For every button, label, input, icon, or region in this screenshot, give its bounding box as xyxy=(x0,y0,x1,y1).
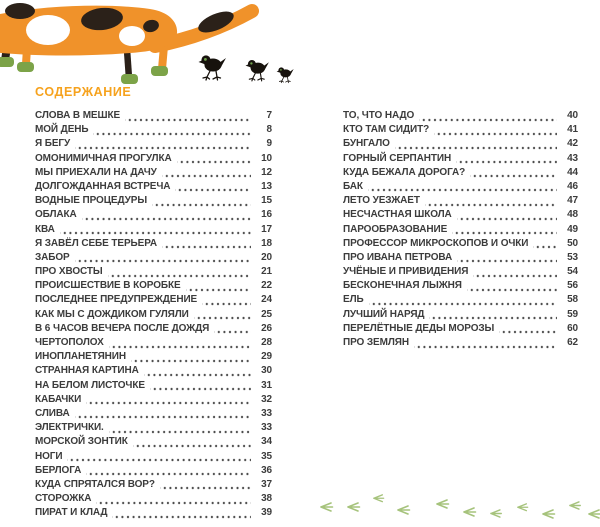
toc-entry-page: 8 xyxy=(266,124,272,136)
bird-footprint-icon xyxy=(589,510,600,518)
toc-entry-title: УЧЁНЫЕ И ПРИВИДЕНИЯ xyxy=(343,266,469,278)
dot-leader xyxy=(533,237,557,251)
toc-entry-page: 59 xyxy=(567,308,578,320)
dot-leader xyxy=(429,308,557,322)
toc-entry-page: 31 xyxy=(261,379,272,391)
toc-entry xyxy=(343,293,578,307)
toc-entry-page: 58 xyxy=(567,294,578,306)
toc-entry-page: 39 xyxy=(261,507,272,519)
toc-entry xyxy=(35,379,272,393)
toc-entry xyxy=(343,237,578,251)
dot-leader xyxy=(75,251,251,265)
toc-entry-title: ПРО ИВАНА ПЕТРОВА xyxy=(343,251,453,263)
toc-entry-page: 32 xyxy=(261,393,272,405)
dot-leader xyxy=(434,123,557,137)
bird-icon xyxy=(199,55,227,80)
toc-entry-page: 56 xyxy=(567,280,578,292)
toc-entry xyxy=(343,265,578,279)
dot-leader xyxy=(109,336,251,350)
toc-entry-page: 7 xyxy=(266,110,272,121)
toc-entry-title: ЭЛЕКТРИЧКИ. xyxy=(35,422,104,434)
toc-entry-page: 53 xyxy=(567,251,578,263)
toc-entry-page: 41 xyxy=(567,124,578,136)
toc-entry-title: ОБЛАКА xyxy=(35,209,77,221)
dot-leader xyxy=(186,279,251,293)
cat-leg-dark-hind xyxy=(127,50,129,78)
dot-leader xyxy=(96,492,251,506)
toc-entry-page: 9 xyxy=(266,138,272,150)
toc-entry-page: 15 xyxy=(261,195,272,207)
toc-entry-title: ПРО ХВОСТЫ xyxy=(35,266,103,278)
dot-leader xyxy=(194,308,251,322)
toc-entry-page: 18 xyxy=(261,237,272,249)
toc-entry xyxy=(35,293,272,307)
toc-entry-title: КАК МЫ С ДОЖДИКОМ ГУЛЯЛИ xyxy=(35,308,189,320)
dot-leader xyxy=(467,279,557,293)
toc-entry-page: 44 xyxy=(567,166,578,178)
cat-illustration xyxy=(0,0,300,92)
toc-entry-title: КВА xyxy=(35,223,55,235)
toc-entry xyxy=(35,364,272,378)
bird-icon xyxy=(277,67,294,82)
bird-footprint-icon xyxy=(570,502,580,509)
toc-entry-page: 43 xyxy=(567,152,578,164)
dot-leader xyxy=(93,123,251,137)
toc-entry xyxy=(35,279,272,293)
toc-entry-page: 21 xyxy=(261,266,272,278)
toc-entry xyxy=(35,109,272,123)
toc-entry xyxy=(35,223,272,237)
toc-entry xyxy=(35,322,272,336)
toc-entry xyxy=(343,251,578,265)
bird-footprint-icon xyxy=(437,500,449,508)
toc-entry-page: 50 xyxy=(567,237,578,249)
bird-footprints-trail xyxy=(310,482,600,527)
toc-entry xyxy=(343,194,578,208)
toc-entry-title: СТОРОЖКА xyxy=(35,493,92,505)
dot-leader xyxy=(473,265,557,279)
toc-entry-title: ПЕРЕЛЁТНЫЕ ДЕДЫ МОРОЗЫ xyxy=(343,322,495,334)
toc-entry-title: МОРСКОЙ ЗОНТИК xyxy=(35,436,128,448)
toc-entry-page: 54 xyxy=(567,266,578,278)
toc-entry xyxy=(343,336,578,350)
toc-entry-title: КУДА СПРЯТАЛСЯ ВОР? xyxy=(35,478,155,490)
toc-entry xyxy=(35,208,272,222)
toc-entry-title: ТО, ЧТО НАДО xyxy=(343,110,415,121)
toc-entry-page: 33 xyxy=(261,422,272,434)
dot-leader xyxy=(67,450,251,464)
dot-leader xyxy=(60,223,251,237)
toc-entry-page: 42 xyxy=(567,138,578,150)
dot-leader xyxy=(162,166,251,180)
toc-entry-page: 49 xyxy=(567,223,578,235)
toc-entry-title: СЛИВА xyxy=(35,407,70,419)
toc-entry-title: НЕСЧАСТНАЯ ШКОЛА xyxy=(343,209,452,221)
toc-entry-page: 25 xyxy=(261,308,272,320)
dot-leader xyxy=(368,180,557,194)
toc-entry-page: 40 xyxy=(567,110,578,121)
dot-leader xyxy=(125,109,251,123)
toc-entry xyxy=(35,350,272,364)
dot-leader xyxy=(162,237,251,251)
toc-entry xyxy=(35,421,272,435)
toc-entry-title: БАК xyxy=(343,180,363,192)
dot-leader xyxy=(414,336,557,350)
toc-entry xyxy=(35,180,272,194)
toc-entry-title: ВОДНЫЕ ПРОЦЕДУРЫ xyxy=(35,195,148,207)
bird-footprint-icon xyxy=(464,508,476,516)
toc-entry xyxy=(35,478,272,492)
toc-entry-page: 46 xyxy=(567,180,578,192)
toc-entry-page: 38 xyxy=(261,493,272,505)
toc-column-left xyxy=(35,109,272,520)
toc-entry-title: ПРОИСШЕСТВИЕ В КОРОБКЕ xyxy=(35,280,181,292)
contents-heading: СОДЕРЖАНИЕ xyxy=(35,85,132,99)
toc-entry-title: ИНОПЛАНЕТЯНИН xyxy=(35,351,126,363)
dot-leader xyxy=(160,478,251,492)
dot-leader xyxy=(152,194,251,208)
toc-entry-title: ПРО ЗЕМЛЯН xyxy=(343,337,409,348)
toc-entry-page: 16 xyxy=(261,209,272,221)
toc-entry xyxy=(35,265,272,279)
dot-leader xyxy=(369,293,557,307)
dot-leader xyxy=(86,393,251,407)
toc-entry-title: МЫ ПРИЕХАЛИ НА ДАЧУ xyxy=(35,166,157,178)
toc-entry-page: 20 xyxy=(261,251,272,263)
toc-column-right xyxy=(343,109,578,350)
toc-entry-page: 48 xyxy=(567,209,578,221)
bird-footprint-icon xyxy=(491,510,501,517)
bird-footprint-icon xyxy=(518,504,528,511)
toc-entry xyxy=(35,435,272,449)
toc-entry-page: 60 xyxy=(567,322,578,334)
toc-entry-title: ЕЛЬ xyxy=(343,294,364,306)
toc-entry-title: СЛОВА В МЕШКЕ xyxy=(35,110,121,121)
toc-entry-title: КТО ТАМ СИДИТ? xyxy=(343,124,430,136)
toc-entry-page: 30 xyxy=(261,365,272,377)
toc-entry-title: ЛУЧШИЙ НАРЯД xyxy=(343,308,425,320)
toc-entry xyxy=(343,308,578,322)
toc-entry-page: 47 xyxy=(567,195,578,207)
toc-entry xyxy=(35,336,272,350)
toc-entry-page: 33 xyxy=(261,407,272,419)
bird-footprint-icon xyxy=(543,510,555,518)
toc-entry xyxy=(343,208,578,222)
toc-entry-page: 17 xyxy=(261,223,272,235)
toc-entry-page: 28 xyxy=(261,337,272,348)
bird-footprint-icon xyxy=(374,495,384,502)
toc-entry-page: 12 xyxy=(261,166,272,178)
dot-leader xyxy=(131,350,251,364)
toc-entry xyxy=(35,123,272,137)
toc-entry-title: ДОЛГОЖДАННАЯ ВСТРЕЧА xyxy=(35,180,171,192)
dot-leader xyxy=(109,421,251,435)
toc-entry-page: 29 xyxy=(261,351,272,363)
toc-entry xyxy=(343,109,578,123)
dot-leader xyxy=(425,194,557,208)
toc-entry-title: БУНГАЛО xyxy=(343,138,390,150)
dot-leader xyxy=(86,464,251,478)
toc-entry xyxy=(35,194,272,208)
toc-entry-title: ПАРООБРАЗОВАНИЕ xyxy=(343,223,448,235)
toc-entry xyxy=(343,152,578,166)
toc-entry xyxy=(35,237,272,251)
toc-entry-title: ГОРНЫЙ СЕРПАНТИН xyxy=(343,152,452,164)
toc-entry-page: 34 xyxy=(261,436,272,448)
dot-leader xyxy=(456,152,557,166)
toc-entry-title: ЗАБОР xyxy=(35,251,70,263)
toc-entry-page: 26 xyxy=(261,322,272,334)
dot-leader xyxy=(419,109,557,123)
toc-entry xyxy=(35,251,272,265)
toc-entry xyxy=(35,393,272,407)
dot-leader xyxy=(75,137,251,151)
dot-leader xyxy=(395,137,557,151)
toc-entry xyxy=(35,166,272,180)
toc-entry xyxy=(35,464,272,478)
toc-entry-page: 62 xyxy=(567,337,578,348)
dot-leader xyxy=(112,506,251,520)
toc-entry-page: 22 xyxy=(261,280,272,292)
toc-entry-title: БЕСКОНЕЧНАЯ ЛЫЖНЯ xyxy=(343,280,462,292)
toc-entry-title: ЛЕТО УЕЗЖАЕТ xyxy=(343,195,420,207)
toc-entry-page: 37 xyxy=(261,478,272,490)
toc-entry xyxy=(35,152,272,166)
bird-icon xyxy=(246,60,269,81)
toc-entry-title: СТРАННАЯ КАРТИНА xyxy=(35,365,139,377)
toc-entry xyxy=(35,506,272,520)
toc-entry-title: ЧЕРТОПОЛОХ xyxy=(35,337,104,348)
bird-footprint-icon xyxy=(398,506,410,514)
dot-leader xyxy=(133,435,251,449)
toc-entry-title: НА БЕЛОМ ЛИСТОЧКЕ xyxy=(35,379,145,391)
bird-footprint-icon xyxy=(321,503,333,511)
dot-leader xyxy=(82,208,251,222)
toc-entry-title: В 6 ЧАСОВ ВЕЧЕРА ПОСЛЕ ДОЖДЯ xyxy=(35,322,210,334)
toc-entry xyxy=(343,322,578,336)
toc-entry-title: НОГИ xyxy=(35,450,63,462)
dot-leader xyxy=(175,180,251,194)
toc-entry-page: 24 xyxy=(261,294,272,306)
dot-leader xyxy=(144,364,251,378)
dot-leader xyxy=(75,407,251,421)
toc-entry-title: ПРОФЕССОР МИКРОСКОПОВ И ОЧКИ xyxy=(343,237,529,249)
dot-leader xyxy=(108,265,251,279)
toc-entry-page: 36 xyxy=(261,464,272,476)
toc-entry-page: 13 xyxy=(261,180,272,192)
dot-leader xyxy=(499,322,557,336)
dot-leader xyxy=(150,379,251,393)
toc-entry-page: 10 xyxy=(261,152,272,164)
toc-entry-title: ПИРАТ И КЛАД xyxy=(35,507,108,519)
toc-entry xyxy=(343,223,578,237)
cat-leg-hind xyxy=(162,46,164,69)
toc-entry-page: 35 xyxy=(261,450,272,462)
dot-leader xyxy=(202,293,251,307)
toc-entry xyxy=(343,166,578,180)
toc-entry xyxy=(343,279,578,293)
toc-entry-title: Я ЗАВЁЛ СЕБЕ ТЕРЬЕРА xyxy=(35,237,158,249)
dot-leader xyxy=(177,152,251,166)
toc-entry xyxy=(35,137,272,151)
dot-leader xyxy=(214,322,251,336)
toc-entry xyxy=(35,308,272,322)
toc-entry-title: БЕРЛОГА xyxy=(35,464,82,476)
dot-leader xyxy=(452,223,557,237)
toc-entry xyxy=(35,450,272,464)
toc-entry-title: КУДА БЕЖАЛА ДОРОГА? xyxy=(343,166,466,178)
toc-entry-title: КАБАЧКИ xyxy=(35,393,82,405)
toc-entry-title: ОМОНИМИЧНАЯ ПРОГУЛКА xyxy=(35,152,172,164)
toc-entry-title: Я БЕГУ xyxy=(35,138,71,150)
toc-entry xyxy=(343,137,578,151)
toc-entry-title: МОЙ ДЕНЬ xyxy=(35,124,89,136)
dot-leader xyxy=(470,166,557,180)
toc-entry xyxy=(35,407,272,421)
toc-entry xyxy=(35,492,272,506)
bird-footprint-icon xyxy=(348,503,360,511)
dot-leader xyxy=(457,251,557,265)
dot-leader xyxy=(457,208,557,222)
toc-entry xyxy=(343,180,578,194)
toc-entry-title: ПОСЛЕДНЕЕ ПРЕДУПРЕЖДЕНИЕ xyxy=(35,294,198,306)
toc-entry xyxy=(343,123,578,137)
walking-birds xyxy=(199,55,294,82)
